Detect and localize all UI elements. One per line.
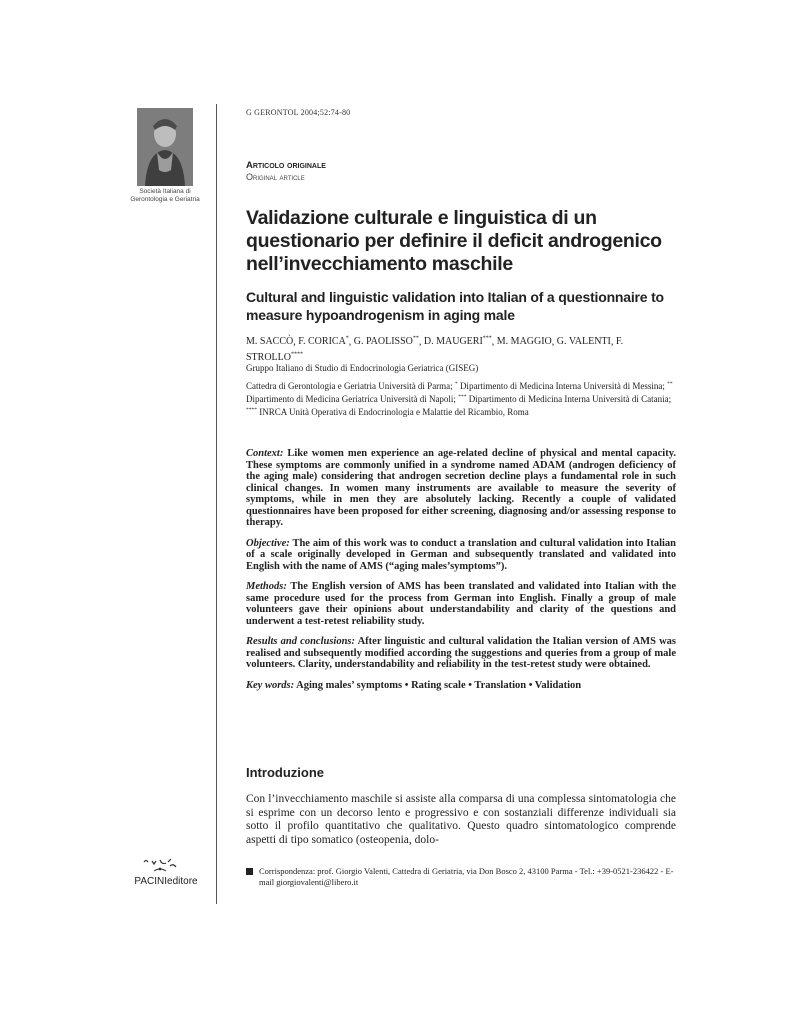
abstract-context: Context: Like women men experience an age-related decline of physical and mental capacity. These symptoms are commonly unified in a syndrome named ADAM (androgen deficiency of the aging male) considering that androgen secretion decline plays a fundamental role in such clinical changes. In women many instruments are available to measure the severity of symptoms, while in men they are absolutely lacking. Recently a couple of validated questionnaires have been proposed for either screening, diagnosing and/or assessing response to therapy.: [246, 448, 677, 528]
affiliation: **** INRCA Unità Operativa di Endocrinologia e Malattie del Ricambio, Roma: [246, 407, 529, 417]
keywords: Key words: Aging males’ symptoms • Rating scale • Translation • Validation: [246, 679, 582, 691]
author: M. SACCÒ: [246, 336, 294, 348]
author-list: M. SACCÒ, F. CORICA*, G. PAOLISSO**, D. MAUGERI***, M. MAGGIO, G. VALENTI, F. STROLLO****: [246, 336, 624, 363]
affiliation: ** Dipartimento di Medicina Geriatrica Università di Napoli;: [246, 381, 673, 404]
affiliation: Cattedra di Gerontologia e Geriatria Università di Parma;: [246, 381, 455, 391]
section-heading-introduction: Introduzione: [246, 765, 324, 780]
author: F. STROLLO****: [246, 336, 624, 363]
bullet-square-icon: [246, 868, 253, 875]
affiliations: [246, 379, 676, 418]
affiliation: * Dipartimento di Medicina Interna Università di Messina;: [454, 381, 668, 391]
title-italian: Validazione culturale e linguistica di un questionario per definire il deficit androgenico nell’invecchiamento maschile: [246, 207, 662, 275]
affiliation: *** Dipartimento di Medicina Interna Università di Catania;: [458, 394, 672, 404]
journal-reference: G GERONTOL 2004;52:74-80: [246, 108, 351, 117]
article-type-english: Original article: [246, 172, 305, 182]
article-type-italian: Articolo originale: [246, 160, 326, 171]
correspondence: Corrispondenza: prof. Giorgio Valenti, Cattedra di Geriatria, via Don Bosco 2, 43100 Parma - Tel.: +39-0521-236422 - E-mail giorgiovalenti@libero.it: [259, 866, 674, 887]
author: D. MAUGERI***: [423, 336, 492, 348]
abstract: [246, 448, 676, 700]
society-caption: Società Italiana di Gerontologia e Geriatria: [130, 188, 200, 203]
study-group: Gruppo Italiano di Studio di Endocrinologia Geriatrica (GISEG): [246, 363, 479, 373]
introduction-text: Con l’invecchiamento maschile si assiste alla comparsa di una complessa sintomatologia che si esprime con un decorso lento e progressivo e con sostanziali differenze individuali sia sotto il profilo quantitativo che qualitativo. Questo quadro sintomatologico comprende aspetti di tipo somatico (osteopenia, dolo-: [246, 793, 676, 846]
publisher-name: PACINIeditore: [134, 876, 198, 887]
author: M. MAGGIO: [496, 336, 552, 348]
publisher-logo-icon: [140, 858, 180, 874]
author: F. CORICA*: [298, 336, 349, 348]
title-english: Cultural and linguistic validation into Italian of a questionnaire to measure hypoandrogenism in aging male: [246, 289, 664, 323]
author: G. PAOLISSO**: [353, 336, 419, 348]
abstract-methods: Methods: The English version of AMS has been translated and validated into Italian with the same procedure used for the process from German into English. Finally a group of male volunteers gave their opinions about understandability and clarity of the questions and underwent a test-retest reliability study.: [246, 581, 676, 627]
abstract-objective: Objective: The aim of this work was to conduct a translation and cultural validation into Italian of a scale originally developed in German and subsequently translated and validated into English with the name of AMS (“aging males’symptoms”).: [246, 537, 677, 572]
column-divider: [216, 104, 217, 904]
society-portrait-logo: [137, 108, 193, 186]
abstract-results: Results and conclusions: After linguistic and cultural validation the Italian version of AMS was realised and subsequently modified according the suggestions and queries from a group of male volunteers. Clarity, understandability and reliability in the test-retest study were obtained.: [246, 636, 676, 670]
author: G. VALENTI: [556, 336, 611, 348]
